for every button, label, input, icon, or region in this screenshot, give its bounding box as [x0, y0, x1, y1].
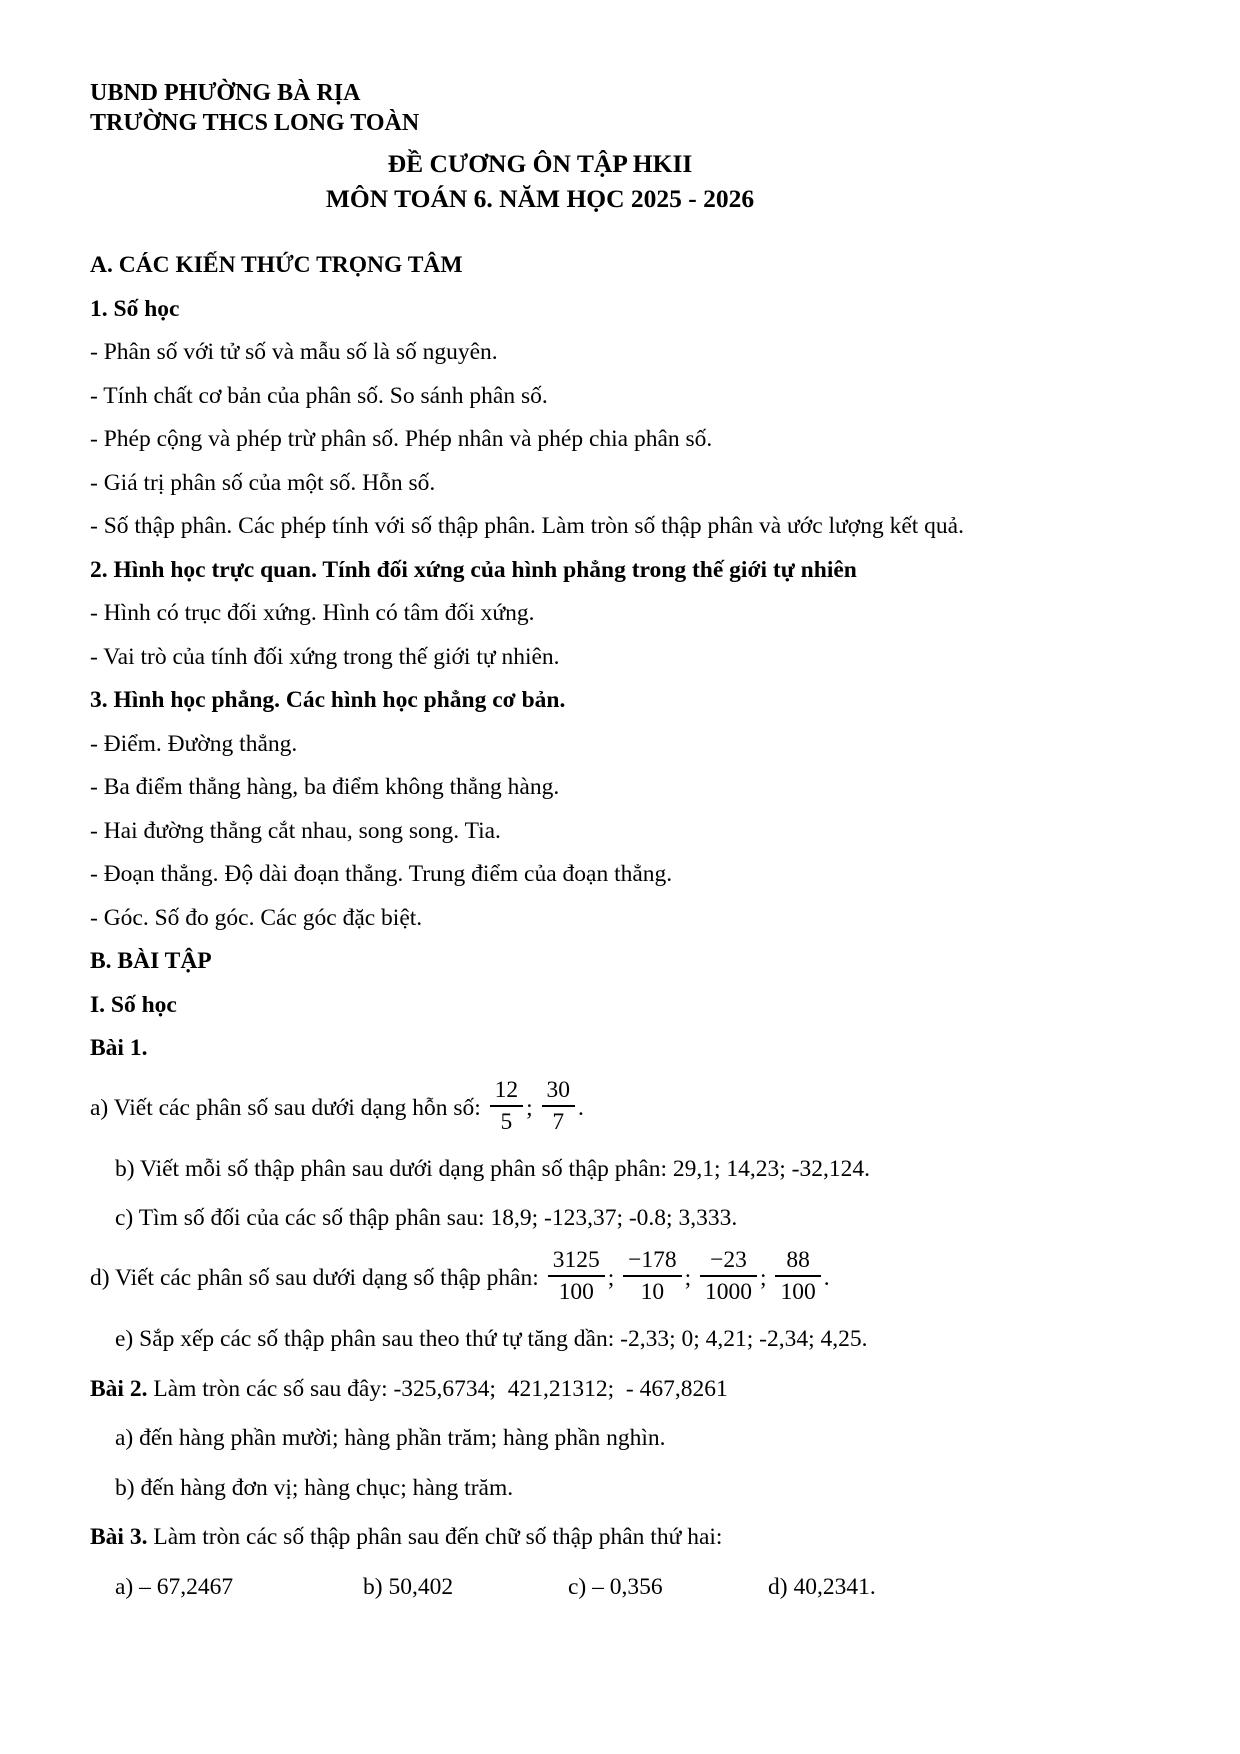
fraction-numerator: 30 — [542, 1076, 576, 1108]
title-line-1: ĐỀ CƯƠNG ÔN TẬP HKII — [387, 149, 693, 178]
fraction-numerator: −178 — [623, 1246, 682, 1278]
bai-3-intro: Làm tròn các số thập phân sau đến chữ số thập phân thứ hai: — [147, 1524, 723, 1551]
school-name: TRƯỜNG THCS LONG TOÀN — [90, 110, 420, 136]
part-b-heading: B. BÀI TẬP — [90, 948, 212, 974]
fraction-denominator: 100 — [780, 1279, 816, 1306]
topic-1-item: - Phép cộng và phép trừ phân số. Phép nhân và phép chia phân số. — [90, 426, 713, 452]
fraction-denominator: 7 — [552, 1109, 565, 1136]
bai-1-item-b: b) Viết mỗi số thập phân sau dưới dạng phân số thập phân: 29,1; 14,23; -32,124. — [115, 1155, 870, 1182]
bai-3-answer-c: c) – 0,356 — [568, 1573, 663, 1600]
topic-3-item: - Góc. Số đo góc. Các góc đặc biệt. — [90, 904, 423, 931]
bai-3-answers-row — [115, 1566, 1152, 1610]
end-punctuation: . — [578, 1094, 584, 1121]
bai-3-label: Bài 3. — [90, 1524, 148, 1551]
fraction — [775, 1246, 820, 1307]
topic-3-item: - Ba điểm thẳng hàng, ba điểm không thẳng hàng. — [90, 774, 560, 800]
bai-2-item-b: b) đến hàng đơn vị; hàng chục; hàng trăm. — [115, 1474, 514, 1501]
bai-2-label: Bài 2. — [90, 1375, 148, 1402]
bai-1-item-d-text: d) Viết các phân số sau dưới dạng số thập phân: — [90, 1264, 545, 1291]
bai-1-item-d — [90, 1246, 1152, 1310]
separator: ; — [760, 1264, 773, 1291]
fraction-denominator: 10 — [640, 1279, 665, 1306]
separator: ; — [526, 1094, 539, 1121]
separator: ; — [607, 1264, 621, 1291]
fraction — [700, 1246, 757, 1307]
fraction-denominator: 1000 — [705, 1279, 753, 1306]
topic-2-heading: 2. Hình học trực quan. Tính đối xứng của hình phẳng trong thế giới tự nhiên — [90, 556, 857, 583]
document-letterhead — [90, 78, 1152, 138]
topic-1-item: - Tính chất cơ bản của phân số. So sánh phân số. — [90, 382, 548, 409]
topic-1-item: - Giá trị phân số của một số. Hỗn số. — [90, 469, 436, 496]
fraction — [542, 1076, 576, 1137]
fraction-denominator: 5 — [500, 1109, 513, 1136]
part-a-heading: A. CÁC KIẾN THỨC TRỌNG TÂM — [90, 252, 463, 278]
section-i-heading: I. Số học — [90, 991, 177, 1018]
fraction — [490, 1076, 524, 1137]
fraction-numerator: −23 — [700, 1246, 757, 1278]
end-punctuation: . — [823, 1264, 830, 1291]
agency-name: UBND PHƯỜNG BÀ RỊA — [90, 80, 361, 106]
bai-1-item-a-text: a) Viết các phân số sau dưới dạng hỗn số: — [90, 1094, 487, 1121]
bai-1-label: Bài 1. — [90, 1035, 148, 1061]
bai-1-item-a — [90, 1076, 1152, 1140]
bai-3-answer-a: a) – 67,2467 — [115, 1573, 234, 1600]
fraction-denominator: 100 — [558, 1279, 594, 1306]
bai-3-line — [90, 1516, 1152, 1560]
fraction — [623, 1246, 682, 1307]
topic-2-item: - Vai trò của tính đối xứng trong thế giới tự nhiên. — [90, 643, 560, 670]
topic-3-item: - Điểm. Đường thẳng. — [90, 730, 298, 757]
topic-3-item: - Hai đường thẳng cắt nhau, song song. Tia. — [90, 817, 501, 844]
topic-3-heading: 3. Hình học phẳng. Các hình học phẳng cơ bản. — [90, 687, 566, 713]
bai-2-intro: Làm tròn các số sau đây: -325,6734; 421,21312; - 467,8261 — [147, 1375, 728, 1402]
bai-3-answer-d: d) 40,2341. — [768, 1573, 876, 1600]
topic-1-item: - Số thập phân. Các phép tính với số thập phân. Làm tròn số thập phân và ước lượng kết quả. — [90, 513, 964, 539]
fraction-numerator: 3125 — [548, 1246, 605, 1278]
topic-1-heading: 1. Số học — [90, 295, 180, 322]
fraction — [548, 1246, 605, 1307]
topic-3-item: - Đoạn thẳng. Độ dài đoạn thẳng. Trung điểm của đoạn thẳng. — [90, 861, 673, 887]
fraction-numerator: 88 — [775, 1246, 820, 1278]
topic-2-item: - Hình có trục đối xứng. Hình có tâm đối xứng. — [90, 600, 535, 626]
bai-1-item-c: c) Tìm số đối của các số thập phân sau: 18,9; -123,37; -0.8; 3,333. — [115, 1205, 738, 1232]
separator: ; — [684, 1264, 698, 1291]
bai-2-line — [90, 1368, 1152, 1412]
title-line-2: MÔN TOÁN 6. NĂM HỌC 2025 - 2026 — [325, 184, 755, 213]
fraction-numerator: 12 — [490, 1076, 524, 1108]
document-title — [90, 146, 990, 216]
bai-3-answer-b: b) 50,402 — [363, 1573, 454, 1600]
bai-2-item-a: a) đến hàng phần mười; hàng phần trăm; hàng phần nghìn. — [115, 1425, 666, 1452]
topic-1-item: - Phân số với tử số và mẫu số là số nguyên. — [90, 339, 498, 365]
bai-1-item-e: e) Sắp xếp các số thập phân sau theo thứ tự tăng dần: -2,33; 0; 4,21; -2,34; 4,25. — [115, 1326, 868, 1353]
